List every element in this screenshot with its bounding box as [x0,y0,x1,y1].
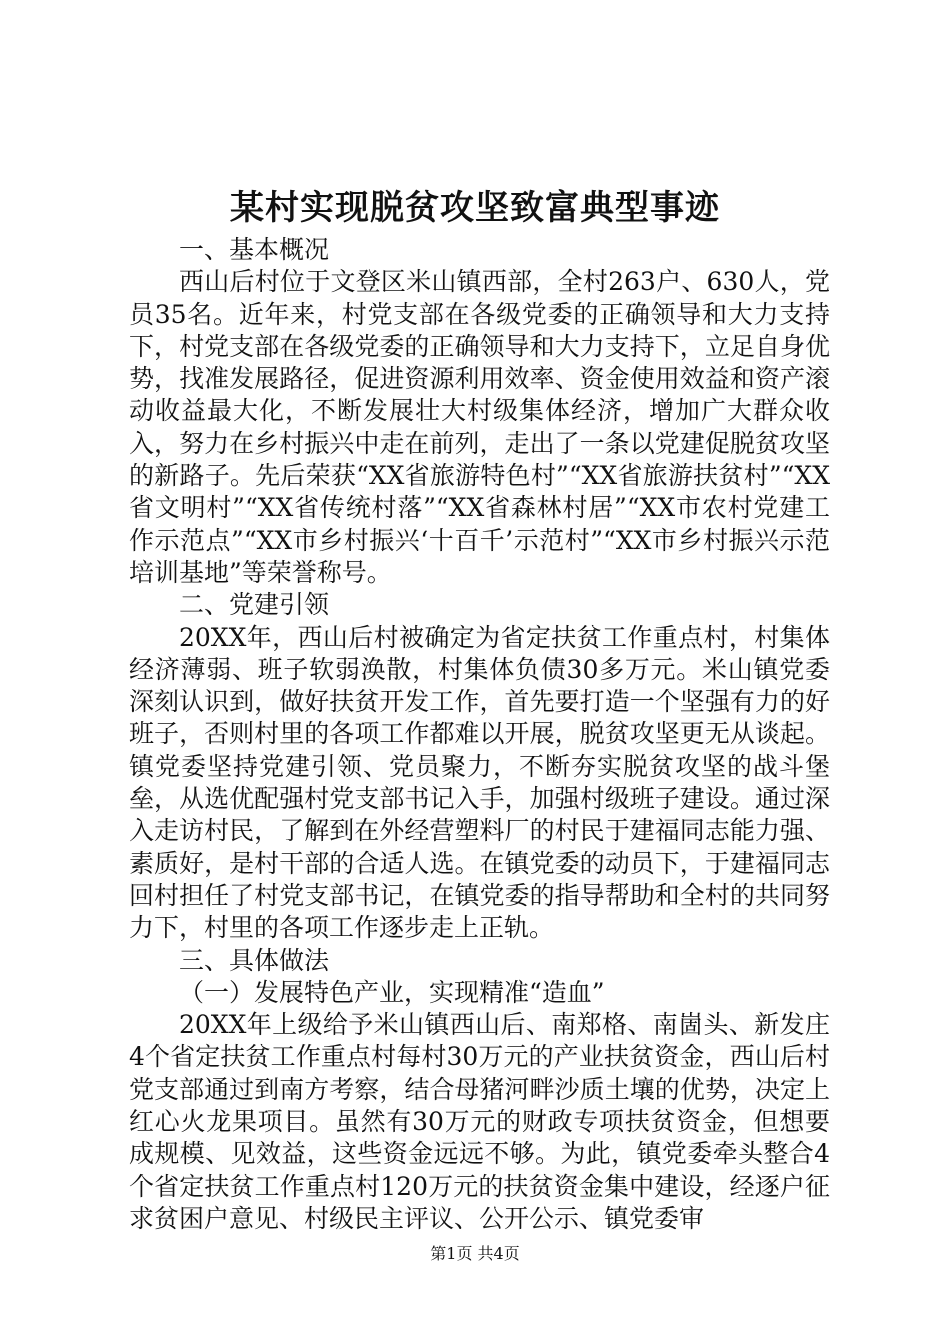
section-heading-overview: 一、基本概况 [179,235,330,264]
section-heading-practices: 三、具体做法 [179,945,330,975]
paragraph-overview: 西山后村位于文登区米山镇西部，全村263户、630人，党员35名。近年来，村党支部在各级党委的正确领导和大力支持下，村党支部在各级党委的正确领导和大力支持下，立足自身优势，找准发展路径，促进资源利用效率、资金使用效益和资产滚动收益最大化，不断发展壮大村级集体经济，增加广大群众收入，努力在乡村振兴中走在前列，走出了一条以党建促脱贫攻坚的新路子。先后荣获“XX省旅游特色村”“XX省旅游扶贫村”“XX省文明村”“XX省传统村落”“XX省森林村居”“XX市农村党建工作示范点”“XX市乡村振兴‘十百千’示范村”“XX市乡村振兴示范培训基地”等荣誉称号。 [129,267,830,587]
document-title: 某村实现脱贫攻坚致富典型事迹 [230,188,720,228]
document-body [129,234,830,1235]
paragraph-industry: 20XX年上级给予米山镇西山后、南郑格、南崮头、新发庄4个省定扶贫工作重点村每村30万元的产业扶贫资金，西山后村党支部通过到南方考察，结合母猪河畔沙质土壤的优势，决定上红心火龙果项目。虽然有30万元的财政专项扶贫资金，但想要成规模、见效益，这些资金远远不够。为此，镇党委牵头整合4个省定扶贫工作重点村120万元的扶贫资金集中建设，经逐户征求贫困户意见、村级民主评议、公开公示、镇党委审 [129,1010,830,1233]
subsection-heading-industry: （一）发展特色产业，实现精准“造血” [179,977,605,1007]
paragraph-party-building: 20XX年，西山后村被确定为省定扶贫工作重点村，村集体经济薄弱、班子软弱涣散，村集体负债30多万元。米山镇党委深刻认识到，做好扶贫开发工作，首先要打造一个坚强有力的好班子，否则村里的各项工作都难以开展，脱贫攻坚更无从谈起。镇党委坚持党建引领、党员聚力，不断夯实脱贫攻坚的战斗堡垒，从选优配强村党支部书记入手，加强村级班子建设。通过深入走访村民，了解到在外经营塑料厂的村民于建福同志能力强、素质好，是村干部的合适人选。在镇党委的动员下，于建福同志回村担任了村党支部书记，在镇党委的指导帮助和全村的共同努力下，村里的各项工作逐步走上正轨。 [129,622,830,943]
section-heading-party-building: 二、党建引领 [179,590,330,620]
page-footer: 第1页 共4页 [430,1244,520,1263]
